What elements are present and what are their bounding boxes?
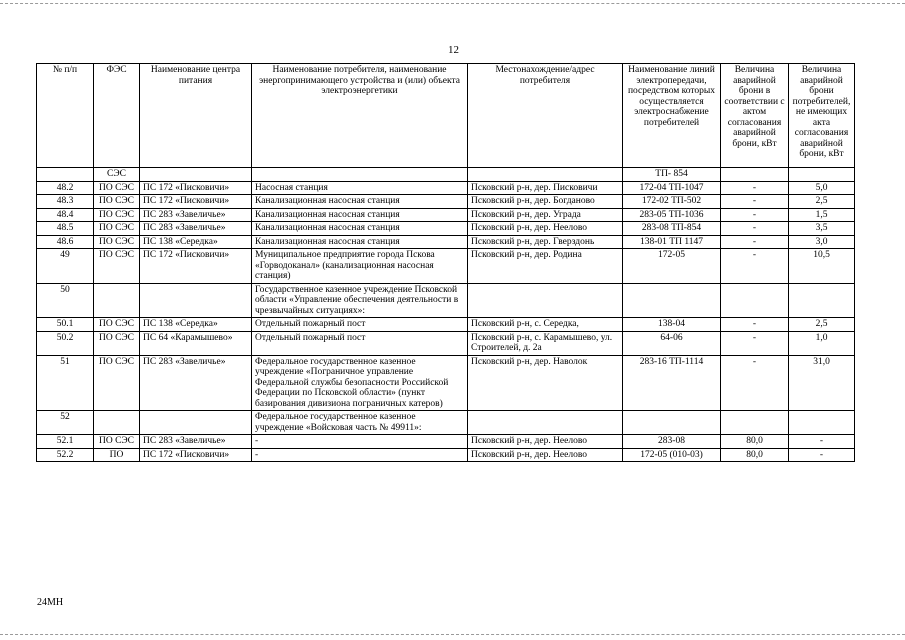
cell-bron-noact: 5,0 bbox=[789, 181, 855, 195]
cell-line: ТП- 854 bbox=[623, 168, 721, 182]
col-header-bron-noact: Величина аварийной брони потребителей, не имеющих акта согласования аварийной брони, кВт bbox=[789, 64, 855, 168]
cell-consumer: - bbox=[252, 448, 468, 462]
cell-fes: ПО СЭС bbox=[94, 331, 140, 355]
cell-num: 51 bbox=[37, 355, 94, 411]
cell-address: Псковский р-н, с. Карамышево, ул. Строителей, д. 2а bbox=[468, 331, 623, 355]
cell-consumer: - bbox=[252, 435, 468, 449]
cell-center: ПС 64 «Карамышево» bbox=[140, 331, 252, 355]
table-row bbox=[37, 208, 855, 222]
table-header-row bbox=[37, 64, 855, 168]
table-row bbox=[37, 195, 855, 209]
col-header-center: Наименование центра питания bbox=[140, 64, 252, 168]
table-row bbox=[37, 249, 855, 284]
cell-fes: ПО СЭС bbox=[94, 235, 140, 249]
cell-bron-act: 80,0 bbox=[721, 448, 789, 462]
cell-bron-noact bbox=[789, 168, 855, 182]
cell-bron-act: - bbox=[721, 208, 789, 222]
table-row bbox=[37, 168, 855, 182]
scan-top-edge bbox=[0, 3, 905, 4]
cell-num: 50 bbox=[37, 283, 94, 318]
cell-bron-noact: 1,0 bbox=[789, 331, 855, 355]
cell-line bbox=[623, 411, 721, 435]
cell-consumer: Канализационная насосная станция bbox=[252, 208, 468, 222]
cell-address: Псковский р-н, дер. Неелово bbox=[468, 222, 623, 236]
cell-line: 283-08 bbox=[623, 435, 721, 449]
cell-address bbox=[468, 168, 623, 182]
cell-center: ПС 172 «Писковичи» bbox=[140, 181, 252, 195]
cell-consumer: Канализационная насосная станция bbox=[252, 235, 468, 249]
table-row bbox=[37, 283, 855, 318]
cell-center: ПС 138 «Середка» bbox=[140, 235, 252, 249]
cell-center: ПС 283 «Завеличье» bbox=[140, 222, 252, 236]
cell-address: Псковский р-н, дер. Неелово bbox=[468, 435, 623, 449]
cell-fes: ПО СЭС bbox=[94, 435, 140, 449]
cell-bron-noact: - bbox=[789, 448, 855, 462]
cell-bron-noact bbox=[789, 411, 855, 435]
cell-consumer: Государственное казенное учреждение Псковской области «Управление обеспечения деятельности в чрезвычайных ситуациях»: bbox=[252, 283, 468, 318]
cell-line: 172-05 (010-03) bbox=[623, 448, 721, 462]
cell-line: 138-04 bbox=[623, 318, 721, 332]
page-number: 12 bbox=[448, 44, 459, 56]
cell-bron-act: - bbox=[721, 331, 789, 355]
cell-center: ПС 283 «Завеличье» bbox=[140, 208, 252, 222]
cell-address bbox=[468, 411, 623, 435]
cell-consumer: Насосная станция bbox=[252, 181, 468, 195]
cell-center: ПС 172 «Писковичи» bbox=[140, 249, 252, 284]
cell-line: 283-16 ТП-1114 bbox=[623, 355, 721, 411]
cell-address: Псковский р-н, дер. Гверздонь bbox=[468, 235, 623, 249]
cell-fes: ПО bbox=[94, 448, 140, 462]
col-header-consumer: Наименование потребителя, наименование энергопринимающего устройства и (или) объекта электроэнергетики bbox=[252, 64, 468, 168]
cell-fes: ПО СЭС bbox=[94, 208, 140, 222]
cell-num: 52 bbox=[37, 411, 94, 435]
cell-bron-act bbox=[721, 411, 789, 435]
col-header-address: Местонахождение/адрес потребителя bbox=[468, 64, 623, 168]
cell-address: Псковский р-н, дер. Уграда bbox=[468, 208, 623, 222]
cell-center: ПС 172 «Писковичи» bbox=[140, 448, 252, 462]
cell-center bbox=[140, 168, 252, 182]
cell-address: Псковский р-н, дер. Писковичи bbox=[468, 181, 623, 195]
cell-bron-act: - bbox=[721, 222, 789, 236]
cell-bron-act: - bbox=[721, 355, 789, 411]
cell-line bbox=[623, 283, 721, 318]
cell-line: 172-02 ТП-502 bbox=[623, 195, 721, 209]
cell-center bbox=[140, 283, 252, 318]
cell-line: 172-05 bbox=[623, 249, 721, 284]
col-header-num: № п/п bbox=[37, 64, 94, 168]
cell-bron-act: 80,0 bbox=[721, 435, 789, 449]
scan-bottom-edge bbox=[0, 634, 905, 635]
cell-bron-act: - bbox=[721, 181, 789, 195]
cell-bron-noact: 2,5 bbox=[789, 195, 855, 209]
cell-fes: ПО СЭС bbox=[94, 222, 140, 236]
cell-address: Псковский р-н, дер. Родина bbox=[468, 249, 623, 284]
cell-address: Псковский р-н, дер. Неелово bbox=[468, 448, 623, 462]
cell-bron-act: - bbox=[721, 249, 789, 284]
cell-line: 172-04 ТП-1047 bbox=[623, 181, 721, 195]
col-header-bron-act: Величина аварийной брони в соответствии с актом согласования аварийной брони, кВт bbox=[721, 64, 789, 168]
col-header-line: Наименование линий электропередачи, посредством которых осуществляется электроснабжение потребителей bbox=[623, 64, 721, 168]
cell-consumer bbox=[252, 168, 468, 182]
cell-center: ПС 138 «Середка» bbox=[140, 318, 252, 332]
cell-consumer: Отдельный пожарный пост bbox=[252, 331, 468, 355]
cell-address: Псковский р-н, дер. Наволок bbox=[468, 355, 623, 411]
cell-fes: ПО СЭС bbox=[94, 355, 140, 411]
cell-fes bbox=[94, 283, 140, 318]
footer-code: 24МН bbox=[37, 597, 64, 608]
cell-center: ПС 172 «Писковичи» bbox=[140, 195, 252, 209]
cell-bron-act bbox=[721, 283, 789, 318]
cell-num: 50.1 bbox=[37, 318, 94, 332]
cell-consumer: Канализационная насосная станция bbox=[252, 195, 468, 209]
cell-num: 48.3 bbox=[37, 195, 94, 209]
cell-num: 48.6 bbox=[37, 235, 94, 249]
cell-fes: ПО СЭС bbox=[94, 181, 140, 195]
table-row bbox=[37, 435, 855, 449]
cell-bron-noact: 1,5 bbox=[789, 208, 855, 222]
cell-consumer: Федеральное государственное казенное учреждение «Войсковая часть № 49911»: bbox=[252, 411, 468, 435]
cell-consumer: Федеральное государственное казенное учреждение «Пограничное управление Федеральной службы безопасности Российской Федерации по Псковской области» (пункт базирования дивизиона пограничных катеров) bbox=[252, 355, 468, 411]
table-row bbox=[37, 331, 855, 355]
cell-line: 283-05 ТП-1036 bbox=[623, 208, 721, 222]
cell-fes: ПО СЭС bbox=[94, 318, 140, 332]
cell-address: Псковский р-н, с. Середка, bbox=[468, 318, 623, 332]
cell-bron-noact: 2,5 bbox=[789, 318, 855, 332]
table-row bbox=[37, 181, 855, 195]
cell-center: ПС 283 «Завеличье» bbox=[140, 355, 252, 411]
cell-fes: ПО СЭС bbox=[94, 249, 140, 284]
cell-consumer: Отдельный пожарный пост bbox=[252, 318, 468, 332]
table-row bbox=[37, 318, 855, 332]
cell-bron-noact: 3,0 bbox=[789, 235, 855, 249]
cell-address bbox=[468, 283, 623, 318]
cell-num: 52.1 bbox=[37, 435, 94, 449]
cell-num bbox=[37, 168, 94, 182]
cell-num: 48.4 bbox=[37, 208, 94, 222]
table-row bbox=[37, 448, 855, 462]
cell-fes: ПО СЭС bbox=[94, 195, 140, 209]
cell-num: 50.2 bbox=[37, 331, 94, 355]
cell-num: 48.2 bbox=[37, 181, 94, 195]
table-body bbox=[37, 168, 855, 462]
cell-num: 49 bbox=[37, 249, 94, 284]
cell-center: ПС 283 «Завеличье» bbox=[140, 435, 252, 449]
cell-fes: СЭС bbox=[94, 168, 140, 182]
cell-bron-act: - bbox=[721, 318, 789, 332]
cell-bron-act bbox=[721, 168, 789, 182]
cell-bron-noact: - bbox=[789, 435, 855, 449]
cell-line: 138-01 ТП 1147 bbox=[623, 235, 721, 249]
table-row bbox=[37, 355, 855, 411]
cell-consumer: Канализационная насосная станция bbox=[252, 222, 468, 236]
cell-bron-act: - bbox=[721, 235, 789, 249]
cell-num: 48.5 bbox=[37, 222, 94, 236]
reserve-power-table bbox=[36, 63, 855, 462]
cell-center bbox=[140, 411, 252, 435]
cell-consumer: Муниципальное предприятие города Пскова «Горводоканал» (канализационная насосная станция) bbox=[252, 249, 468, 284]
cell-num: 52.2 bbox=[37, 448, 94, 462]
table-row bbox=[37, 222, 855, 236]
cell-line: 64-06 bbox=[623, 331, 721, 355]
cell-bron-noact: 31,0 bbox=[789, 355, 855, 411]
cell-bron-noact bbox=[789, 283, 855, 318]
cell-bron-act: - bbox=[721, 195, 789, 209]
table-row bbox=[37, 411, 855, 435]
table-row bbox=[37, 235, 855, 249]
cell-address: Псковский р-н, дер. Богданово bbox=[468, 195, 623, 209]
cell-bron-noact: 3,5 bbox=[789, 222, 855, 236]
cell-bron-noact: 10,5 bbox=[789, 249, 855, 284]
cell-line: 283-08 ТП-854 bbox=[623, 222, 721, 236]
col-header-fes: ФЭС bbox=[94, 64, 140, 168]
cell-fes bbox=[94, 411, 140, 435]
